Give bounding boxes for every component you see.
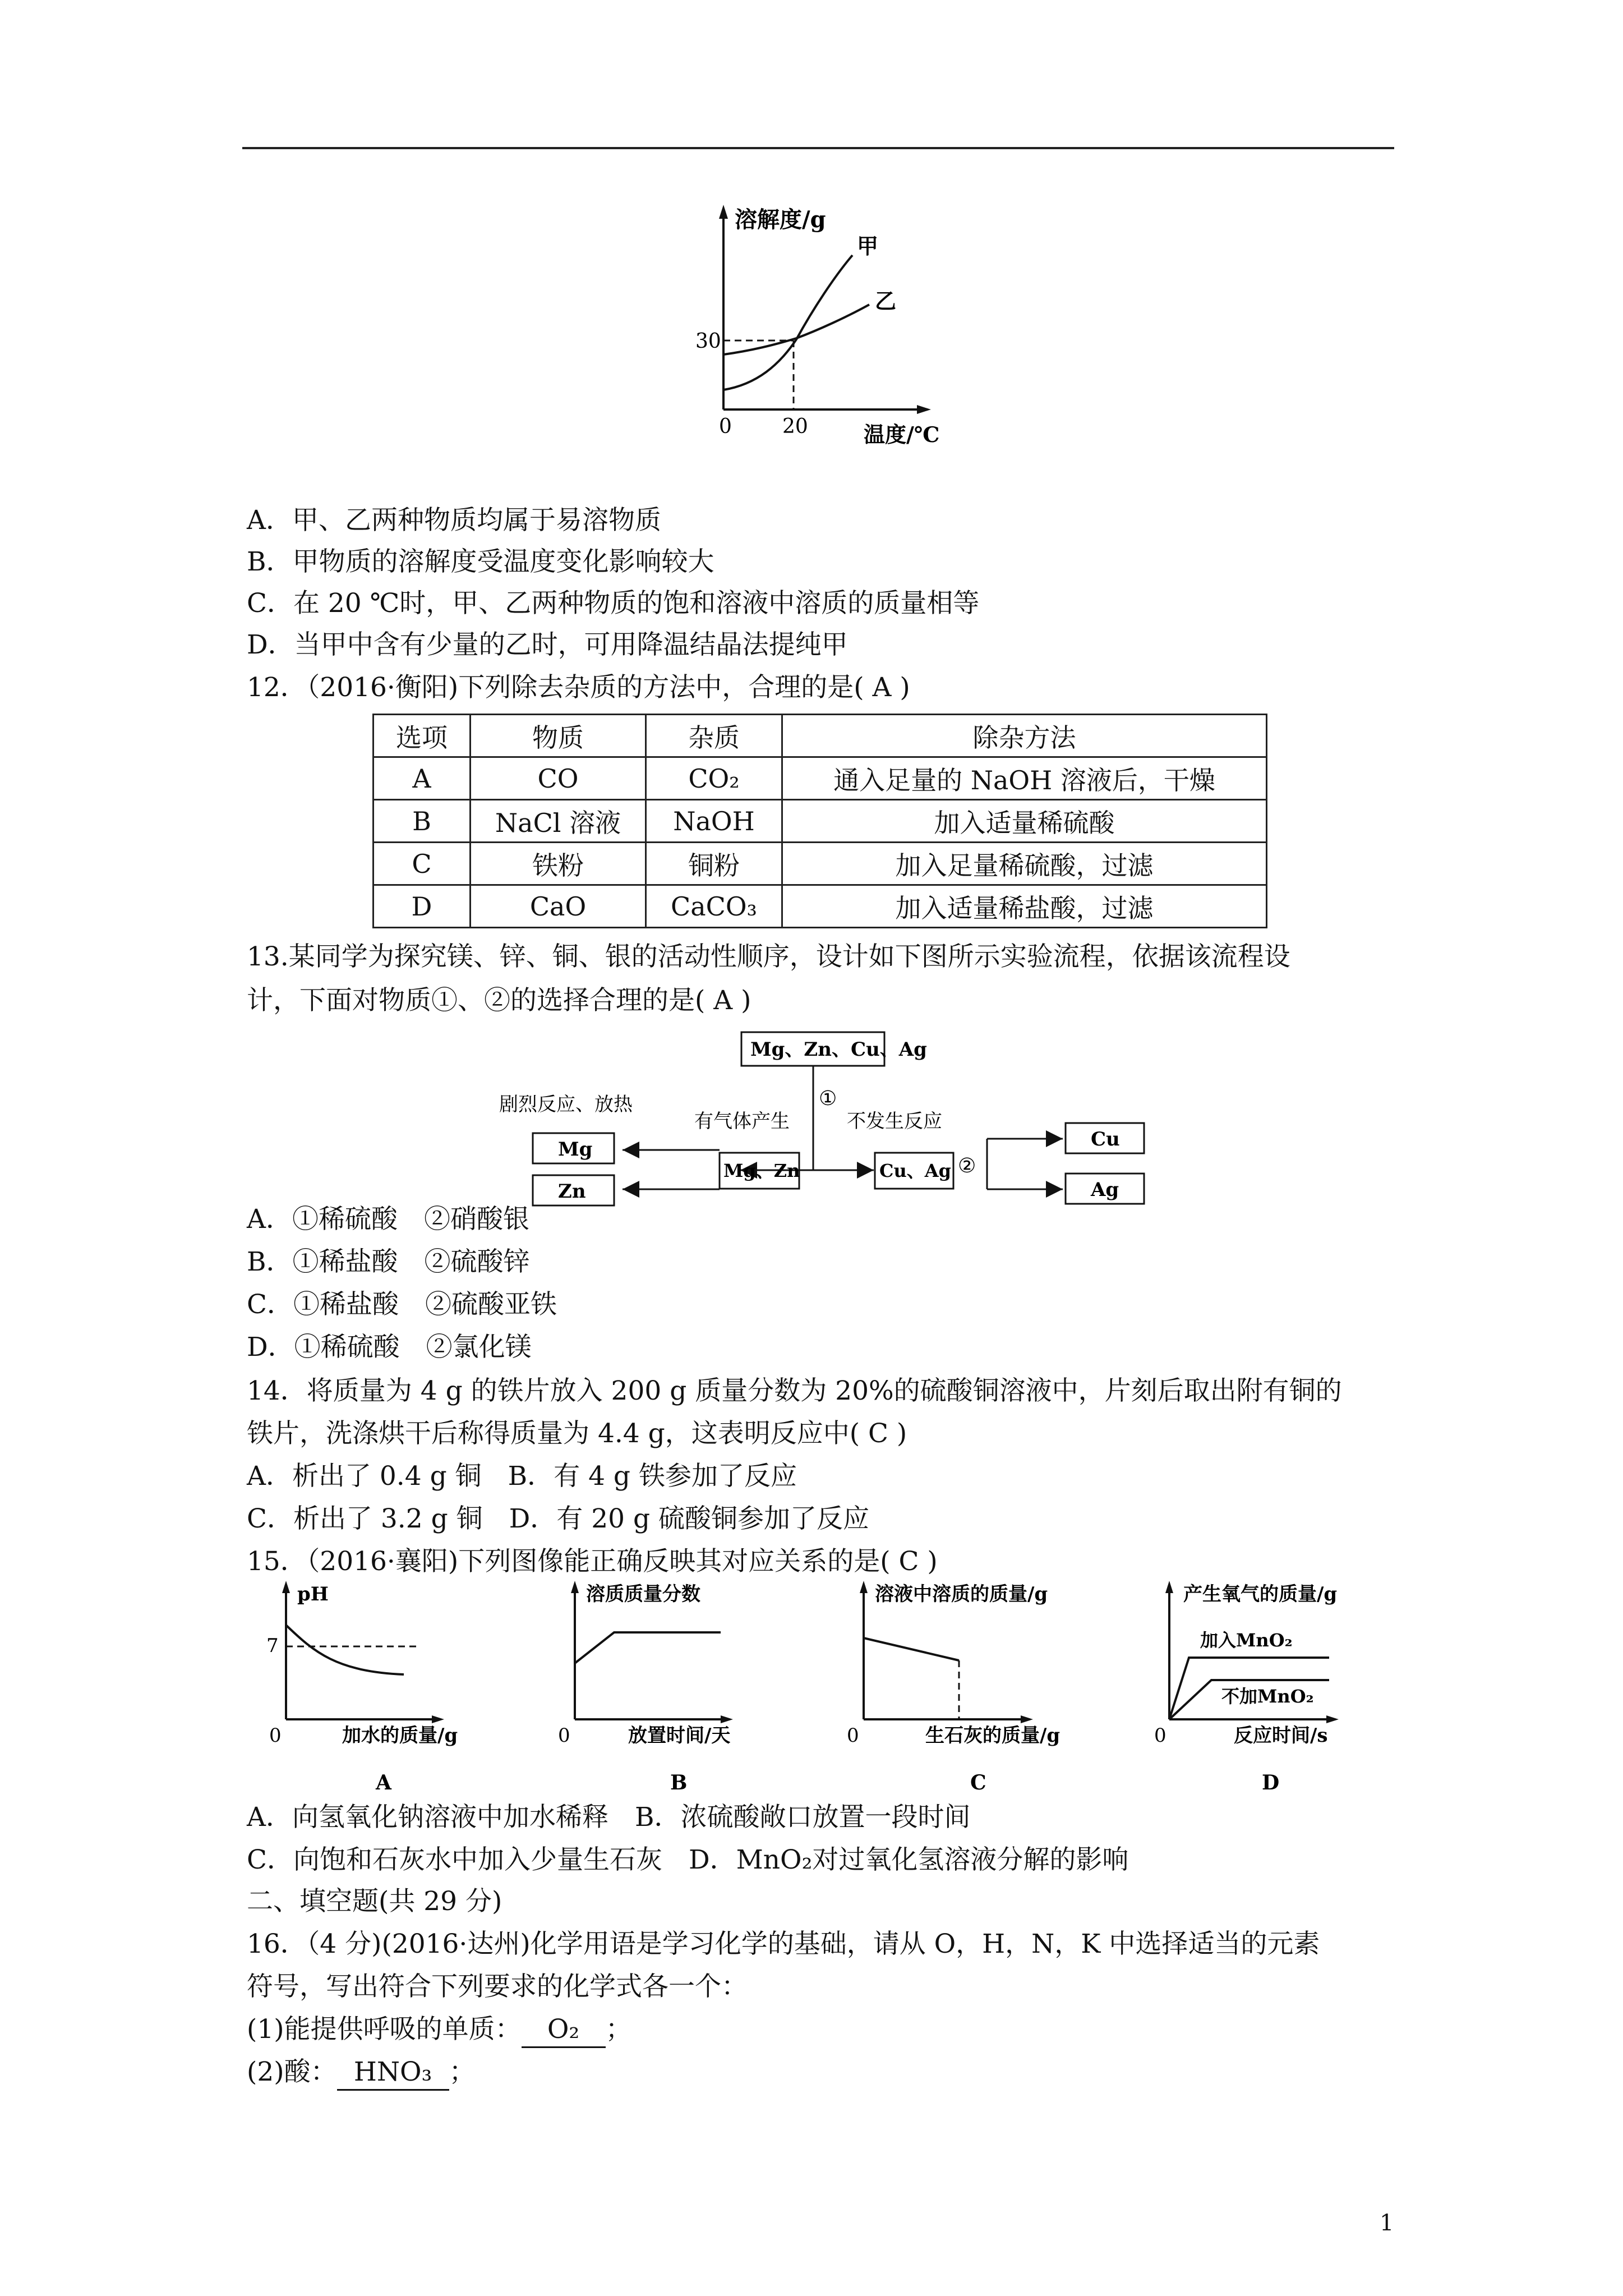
table-cell: C	[374, 843, 471, 885]
cuag-box: Cu、Ag	[879, 1160, 951, 1181]
q11-option-a: A．甲、乙两种物质均属于易溶物质	[247, 505, 661, 536]
svg-text:溶液中溶质的质量/g: 溶液中溶质的质量/g	[875, 1583, 1048, 1605]
q15-graph-a	[264, 1579, 499, 1798]
q14-option-ab: A．析出了 0.4 g 铜 B．有 4 g 铁参加了反应	[247, 1461, 797, 1492]
header-rule	[242, 147, 1394, 149]
section-title: 二、填空题(共 29 分)	[247, 1886, 502, 1917]
origin-label: 0	[719, 415, 732, 438]
svg-text:A: A	[376, 1771, 391, 1795]
series-yi-label: 乙	[875, 288, 897, 314]
table-cell: 加入适量稀盐酸，过滤	[782, 885, 1267, 928]
svg-text:C: C	[970, 1771, 986, 1795]
q13-option-a: A．①稀硫酸 ②硝酸银	[247, 1204, 529, 1235]
solubility-figure	[684, 202, 976, 449]
page-number: 1	[1380, 2210, 1394, 2236]
table-row	[374, 800, 1267, 843]
svg-text:0: 0	[1154, 1724, 1166, 1747]
svg-text:生石灰的质量/g: 生石灰的质量/g	[925, 1724, 1061, 1747]
table-cell: 通入足量的 NaOH 溶液后，干燥	[782, 757, 1267, 800]
q16-part2: (2)酸： HNO₃ ；	[247, 2055, 476, 2091]
flow-top-box: Mg、Zn、Cu、Ag	[750, 1038, 927, 1061]
table-header: 杂质	[646, 715, 782, 757]
xlabel: 温度/℃	[864, 422, 940, 447]
q14-stem-line1: 14．将质量为 4 g 的铁片放入 200 g 质量分数为 20%的硫酸铜溶液中，片刻后取出附有铜的	[247, 1375, 1342, 1406]
series-jia-label: 甲	[857, 233, 879, 259]
q13-option-c: C．①稀盐酸 ②硫酸亚铁	[247, 1289, 557, 1320]
svg-text:D: D	[1262, 1771, 1280, 1795]
right-label: 不发生反应	[847, 1110, 942, 1133]
svg-text:7: 7	[266, 1635, 279, 1657]
svg-text:反应时间/s: 反应时间/s	[1234, 1724, 1328, 1747]
q15-graph-c	[841, 1579, 1110, 1798]
q11-option-c: C．在 20 ℃时，甲、乙两种物质的饱和溶液中溶质的质量相等	[247, 588, 980, 619]
q13-option-d: D．①稀硫酸 ②氯化镁	[247, 1332, 532, 1363]
q12-stem: 12．（2016·衡阳)下列除去杂质的方法中，合理的是( A )	[247, 672, 910, 703]
table-row	[374, 757, 1267, 800]
q13-stem-line2: 计，下面对物质①、②的选择合理的是( A )	[247, 985, 751, 1016]
svg-text:0: 0	[847, 1724, 859, 1747]
q13-flowchart	[499, 1027, 1161, 1245]
q11-option-d: D．当甲中含有少量的乙时，可用降温结晶法提纯甲	[247, 629, 848, 660]
svg-text:B: B	[670, 1771, 688, 1795]
ylabel: 溶解度/g	[735, 206, 826, 233]
q16-stem-line1: 16．（4 分)(2016·达州)化学用语是学习化学的基础，请从 O，H，N，K 中选择适当的元素	[247, 1929, 1320, 1959]
q13-stem-line1: 13.某同学为探究镁、锌、铜、银的活动性顺序，设计如下图所示实验流程，依据该流程设	[247, 941, 1290, 972]
svg-text:产生氧气的质量/g: 产生氧气的质量/g	[1183, 1583, 1338, 1605]
svg-text:0: 0	[269, 1724, 282, 1747]
table-header-row	[374, 715, 1267, 757]
circle-2: ②	[958, 1154, 976, 1177]
table-cell: 铜粉	[646, 843, 782, 885]
q16-part2-answer: HNO₃	[337, 2055, 449, 2091]
q14-stem-line2: 铁片，洗涤烘干后称得质量为 4.4 g，这表明反应中( C )	[247, 1418, 907, 1449]
table-cell: NaCl 溶液	[471, 800, 646, 843]
ytick-30: 30	[695, 330, 721, 353]
mid-label: 有气体产生	[694, 1110, 790, 1133]
table-header: 除杂方法	[782, 715, 1267, 757]
table-cell: 加入适量稀硫酸	[782, 800, 1267, 843]
q16-part1-answer: O₂	[522, 2013, 606, 2048]
table-cell: CaCO₃	[646, 885, 782, 928]
q16-part2-label: (2)酸：	[247, 2056, 337, 2087]
svg-text:0: 0	[558, 1724, 570, 1747]
table-row	[374, 843, 1267, 885]
ag-box: Ag	[1091, 1179, 1119, 1201]
circle-1: ①	[819, 1087, 837, 1110]
q15-option-cd: C．向饱和石灰水中加入少量生石灰 D．MnO₂对过氧化氢溶液分解的影响	[247, 1844, 1129, 1875]
q12-table	[372, 714, 1267, 928]
table-row	[374, 885, 1267, 928]
q14-option-cd: C．析出了 3.2 g 铜 D．有 20 g 硫酸铜参加了反应	[247, 1503, 870, 1534]
table-cell: A	[374, 757, 471, 800]
cu-box: Cu	[1091, 1128, 1120, 1151]
q16-stem-line2: 符号，写出符合下列要求的化学式各一个：	[247, 1971, 748, 2002]
table-cell: 加入足量稀硫酸，过滤	[782, 843, 1267, 885]
mg-box: Mg	[558, 1138, 593, 1161]
left-label: 剧烈反应、放热	[499, 1093, 633, 1116]
table-cell: 铁粉	[471, 843, 646, 885]
svg-text:pH: pH	[297, 1583, 329, 1605]
table-header: 选项	[374, 715, 471, 757]
table-header: 物质	[471, 715, 646, 757]
q15-stem: 15．（2016·襄阳)下列图像能正确反映其对应关系的是( C )	[247, 1546, 938, 1577]
mgzn-box: Mg、Zn	[723, 1160, 800, 1181]
table-cell: B	[374, 800, 471, 843]
q13-option-b: B．①稀盐酸 ②硫酸锌	[247, 1246, 530, 1277]
zn-box: Zn	[558, 1180, 586, 1203]
table-cell: CO₂	[646, 757, 782, 800]
q16-part1: (1)能提供呼吸的单质： O₂ ；	[247, 2013, 632, 2048]
svg-text:加水的质量/g: 加水的质量/g	[342, 1724, 458, 1747]
table-cell: D	[374, 885, 471, 928]
xtick-20: 20	[782, 415, 808, 438]
svg-text:加入MnO₂: 加入MnO₂	[1200, 1630, 1293, 1651]
table-cell: NaOH	[646, 800, 782, 843]
table-cell: CaO	[471, 885, 646, 928]
q15-graph-b	[552, 1579, 788, 1798]
q15-graph-d	[1138, 1579, 1408, 1798]
q16-part1-label: (1)能提供呼吸的单质：	[247, 2014, 522, 2045]
q11-option-b: B．甲物质的溶解度受温度变化影响较大	[247, 546, 714, 577]
svg-text:溶质质量分数: 溶质质量分数	[586, 1583, 700, 1605]
curve-yi	[723, 305, 869, 355]
svg-text:放置时间/天: 放置时间/天	[628, 1724, 731, 1747]
q15-option-ab: A．向氢氧化钠溶液中加水稀释 B．浓硫酸敞口放置一段时间	[247, 1802, 971, 1833]
svg-text:不加MnO₂: 不加MnO₂	[1221, 1686, 1314, 1707]
table-cell: CO	[471, 757, 646, 800]
